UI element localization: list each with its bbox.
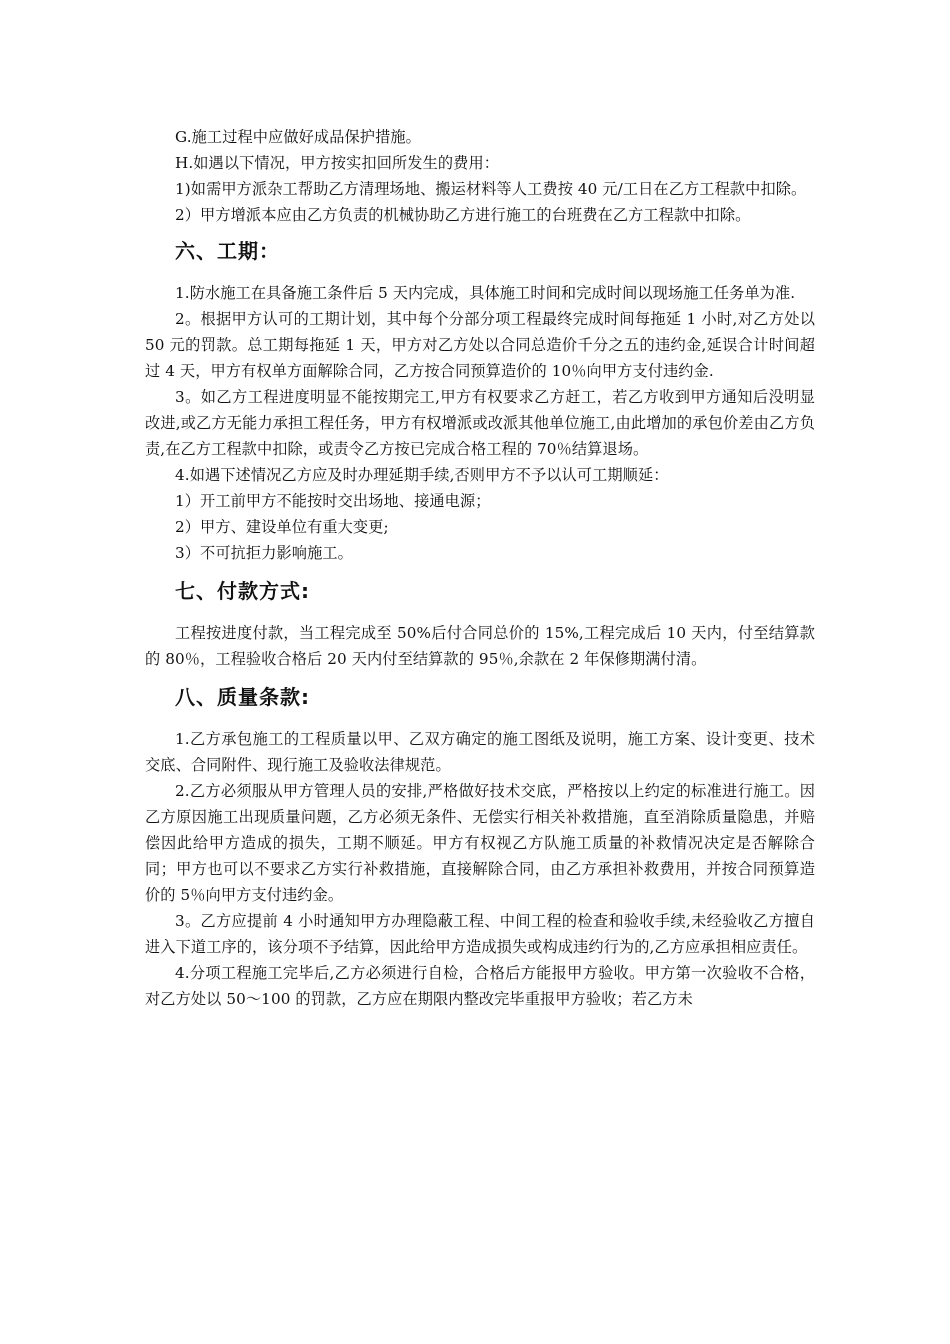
quality-paragraph: 3。乙方应提前 4 小时通知甲方办理隐蔽工程、中间工程的检查和验收手续,未经验收乙方擅自进入下道工序的，该分项不予结算，因此给甲方造成损失或构成违约行为的,乙方应承担相应责任。 [145,912,815,956]
intro-paragraph: 1)如需甲方派杂工帮助乙方清理场地、搬运材料等人工费按 40 元/工日在乙方工程款中扣除。 [175,180,807,198]
intro-paragraph: G.施工过程中应做好成品保护措施。 [175,128,421,146]
schedule-paragraph: 2。根据甲方认可的工期计划，其中每个分部分项工程最终完成时间每拖延 1 小时,对乙方处以 50 元的罚款。总工期每拖延 1 天，甲方对乙方处以合同总造价千分之五的违约金,延误合计时间超过 4 天，甲方有权单方面解除合同，乙方按合同预算造价的 10％向甲方支付违约金. [145,310,815,380]
quality-paragraph: 1.乙方承包施工的工程质量以甲、乙双方确定的施工图纸及说明，施工方案、设计变更、技术交底、合同附件、现行施工及验收法律规范。 [145,730,815,774]
schedule-paragraph: 4.如遇下述情况乙方应及时办理延期手续,否则甲方不予以认可工期顺延： [175,466,669,484]
schedule-list-item: 3）不可抗拒力影响施工。 [175,544,353,562]
section-heading-payment: 七、付款方式: [175,579,310,603]
payment-paragraph: 工程按进度付款，当工程完成至 50%后付合同总价的 15%,工程完成后 10 天内，付至结算款的 80％，工程验收合格后 20 天内付至结算款的 95％,余款在 2 年保修期满付清。 [145,624,815,668]
section-heading-quality: 八、质量条款: [175,685,310,709]
intro-paragraph: H.如遇以下情况，甲方按实扣回所发生的费用： [175,154,500,172]
schedule-list-item: 1）开工前甲方不能按时交出场地、接通电源； [175,492,491,510]
quality-paragraph: 2.乙方必须服从甲方管理人员的安排,严格做好技术交底，严格按以上约定的标准进行施工。因乙方原因施工出现质量问题，乙方必须无条件、无偿实行相关补救措施，直至消除质量隐患，并赔偿因此给甲方造成的损失，工期不顺延。甲方有权视乙方队施工质量的补救情况决定是否解除合同；甲方也可以不要求乙方实行补救措施，直接解除合同，由乙方承担补救费用，并按合同预算造价的 5％向甲方支付违约金。 [145,782,815,904]
intro-paragraph: 2）甲方增派本应由乙方负责的机械协助乙方进行施工的台班费在乙方工程款中扣除。 [175,206,751,224]
quality-paragraph: 4.分项工程施工完毕后,乙方必须进行自检，合格后方能报甲方验收。甲方第一次验收不合格，对乙方处以 50～100 的罚款，乙方应在期限内整改完毕重报甲方验收；若乙方未 [145,964,815,1008]
schedule-paragraph: 1.防水施工在具备施工条件后 5 天内完成，具体施工时间和完成时间以现场施工任务单为准. [175,284,796,302]
document-body [145,124,815,1012]
schedule-paragraph: 3。如乙方工程进度明显不能按期完工,甲方有权要求乙方赶工，若乙方收到甲方通知后没明显改进,或乙方无能力承担工程任务，甲方有权增派或改派其他单位施工,由此增加的承包价差由乙方负责,在乙方工程款中扣除，或责令乙方按已完成合格工程的 70％结算退场。 [145,388,815,458]
section-heading-schedule: 六、工期： [175,239,280,263]
schedule-list-item: 2）甲方、建设单位有重大变更; [175,518,389,536]
